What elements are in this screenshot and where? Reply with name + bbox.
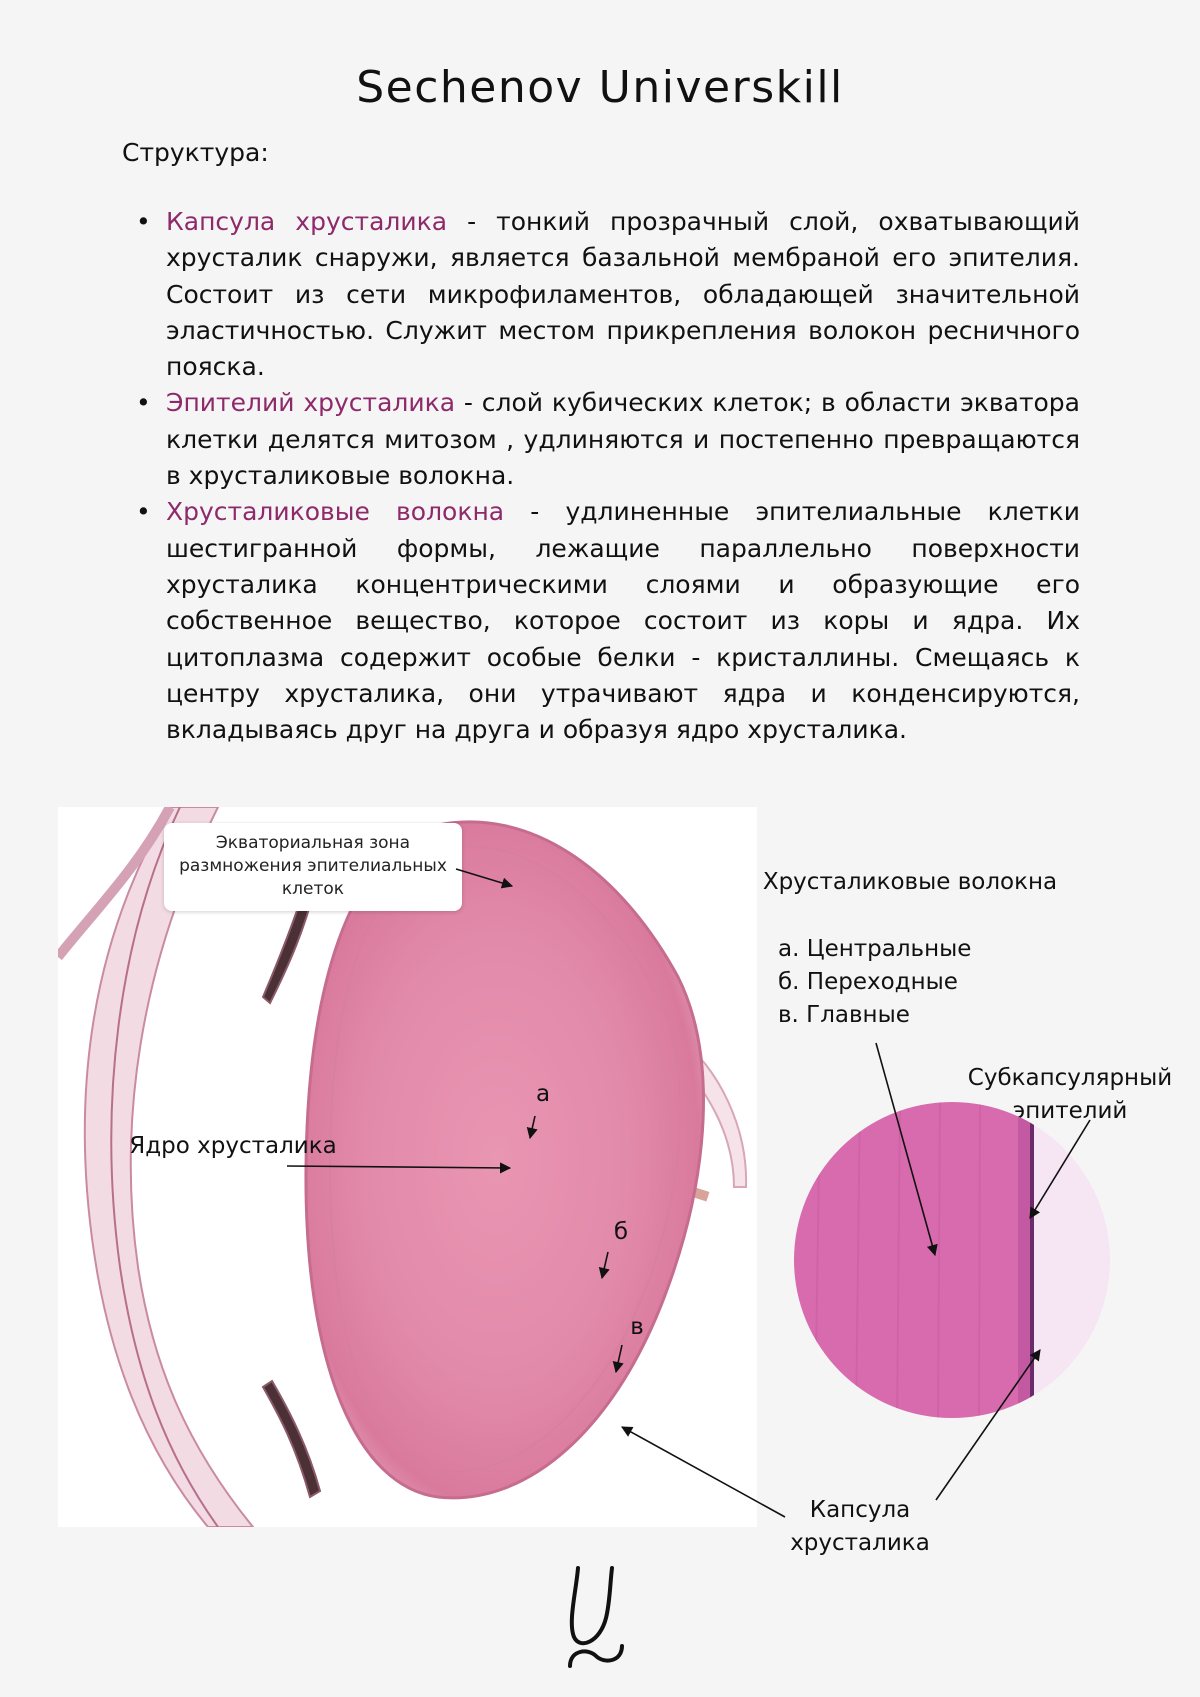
section-label: Структура:: [122, 138, 269, 167]
marker-v-label: в: [630, 1314, 644, 1340]
marker-b-label: б: [613, 1219, 629, 1245]
fiber-type-item: б. Переходные: [778, 969, 958, 995]
nucleus-label: Ядро хрусталика: [129, 1133, 337, 1159]
item-text: - удлиненные эпителиальные клетки шестигранной формы, лежащие параллельно поверхности хрусталика концентрическими слоями и образующие его собственное вещество, которое состоит из коры и ядра. Их цитоплазма содержит особые белки - кристаллины. Смещаясь к центру хрусталика, они утрачивают ядра и конденсируются, вкладываясь друг на друга и образуя ядро хрусталика.: [166, 497, 1080, 745]
universkill-logo-icon: [548, 1562, 648, 1670]
page-title: Sechenov Universkill: [356, 62, 844, 113]
marker-a-label: а: [535, 1081, 551, 1107]
fibers-title: Хрусталиковые волокна: [762, 869, 1058, 895]
term-fibers: Хрусталиковые волокна: [166, 497, 505, 527]
term-epithelium: Эпителий хрусталика: [166, 388, 456, 418]
subcapsular-epithelium-label: Субкапсулярный эпителий: [967, 1065, 1173, 1124]
item-text: - слой кубических клеток; в области экватора клетки делятся митозом , удлиняются и постепенно превращаются в хрусталиковые волокна.: [166, 388, 1080, 491]
item-text: - тонкий прозрачный слой, охватывающий хрусталик снаружи, является базальной мембраной его эпителия. Состоит из сети микрофиламентов, обладающей значительной эластичностью. Служит местом прикрепления волокон ресничного пояска.: [166, 207, 1081, 382]
capsule-label: Капсула хрусталика: [790, 1497, 930, 1556]
fiber-micrograph: [790, 1100, 1110, 1430]
fiber-type-item: в. Главные: [778, 1002, 910, 1028]
fiber-type-item: а. Центральные: [778, 936, 972, 962]
equatorial-zone-callout: Экваториальная зона размножения эпителиальных клеток: [164, 823, 462, 911]
term-capsule: Капсула хрусталика: [166, 207, 448, 236]
